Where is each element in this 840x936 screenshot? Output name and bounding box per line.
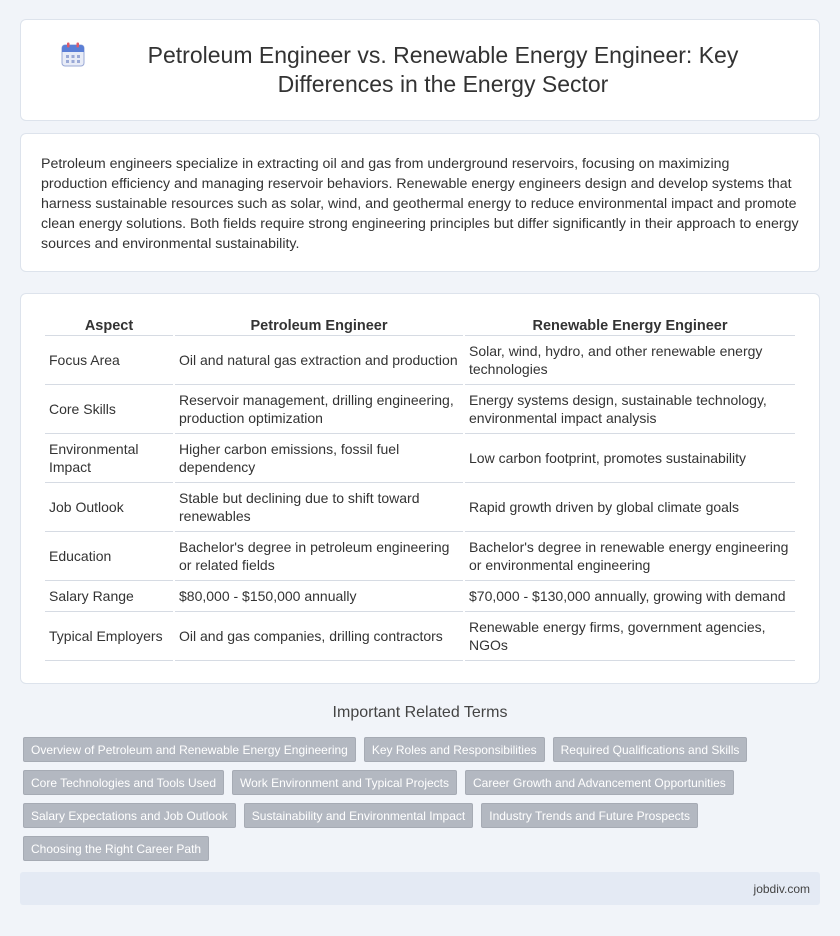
cell-petroleum: Higher carbon emissions, fossil fuel dependency [175,434,463,483]
calendar-icon [61,42,85,68]
cell-aspect: Focus Area [45,336,173,385]
footer [20,872,820,905]
cell-aspect: Typical Employers [45,612,173,661]
intro-paragraph: Petroleum engineers specialize in extracting oil and gas from underground reservoirs, focusing on maximizing production efficiency and managing reservoir behaviors. Renewable energy engineers design and develop systems that harness sustainable resources such as solar, wind, and geothermal energy to reduce environmental impact and promote clean energy solutions. Both fields require strong engineering principles but differ significantly in their approach to energy sources and environmental sustainability. [41,156,799,252]
term-tag[interactable]: Salary Expectations and Job Outlook [23,803,236,828]
cell-petroleum: $80,000 - $150,000 annually [175,581,463,612]
cell-renewable: Solar, wind, hydro, and other renewable energy technologies [465,336,795,385]
term-tag[interactable]: Core Technologies and Tools Used [23,770,224,795]
comparison-table [43,314,797,661]
table-row [45,336,795,385]
table-row [45,612,795,661]
cell-renewable: $70,000 - $130,000 annually, growing with demand [465,581,795,612]
cell-renewable: Low carbon footprint, promotes sustainability [465,434,795,483]
term-tag[interactable]: Choosing the Right Career Path [23,836,209,861]
cell-aspect: Job Outlook [45,483,173,532]
cell-petroleum: Bachelor's degree in petroleum engineering or related fields [175,532,463,581]
term-tag[interactable]: Key Roles and Responsibilities [364,737,545,762]
cell-renewable: Energy systems design, sustainable technology, environmental impact analysis [465,385,795,434]
term-tag[interactable]: Overview of Petroleum and Renewable Energy Engineering [23,737,356,762]
cell-aspect: Environmental Impact [45,434,173,483]
cell-petroleum: Reservoir management, drilling engineering, production optimization [175,385,463,434]
table-row [45,581,795,612]
term-tag[interactable]: Career Growth and Advancement Opportunities [465,770,734,795]
related-terms-title: Important Related Terms [332,704,508,721]
cell-aspect: Core Skills [45,385,173,434]
cell-aspect: Salary Range [45,581,173,612]
header-renewable: Renewable Energy Engineer [465,314,795,336]
term-tag[interactable]: Work Environment and Typical Projects [232,770,457,795]
table-row [45,532,795,581]
cell-petroleum: Oil and natural gas extraction and production [175,336,463,385]
table-row [45,385,795,434]
header-petroleum: Petroleum Engineer [175,314,463,336]
cell-renewable: Renewable energy firms, government agencies, NGOs [465,612,795,661]
intro-card [20,133,820,272]
table-row [45,483,795,532]
term-tag[interactable]: Sustainability and Environmental Impact [244,803,473,828]
cell-petroleum: Oil and gas companies, drilling contractors [175,612,463,661]
footer-site-link[interactable]: jobdiv.com [753,882,810,896]
cell-renewable: Bachelor's degree in renewable energy engineering or environmental engineering [465,532,795,581]
cell-aspect: Education [45,532,173,581]
term-tag[interactable]: Required Qualifications and Skills [553,737,748,762]
page-title: Petroleum Engineer vs. Renewable Energy Engineer: Key Differences in the Energy Sector [147,42,739,97]
cell-renewable: Rapid growth driven by global climate goals [465,483,795,532]
header-aspect: Aspect [45,314,173,336]
comparison-card [20,293,820,684]
term-tag[interactable]: Industry Trends and Future Prospects [481,803,698,828]
cell-petroleum: Stable but declining due to shift toward renewables [175,483,463,532]
related-terms-list [23,737,823,869]
header-card [20,19,820,121]
table-header-row [45,314,795,336]
table-row [45,434,795,483]
